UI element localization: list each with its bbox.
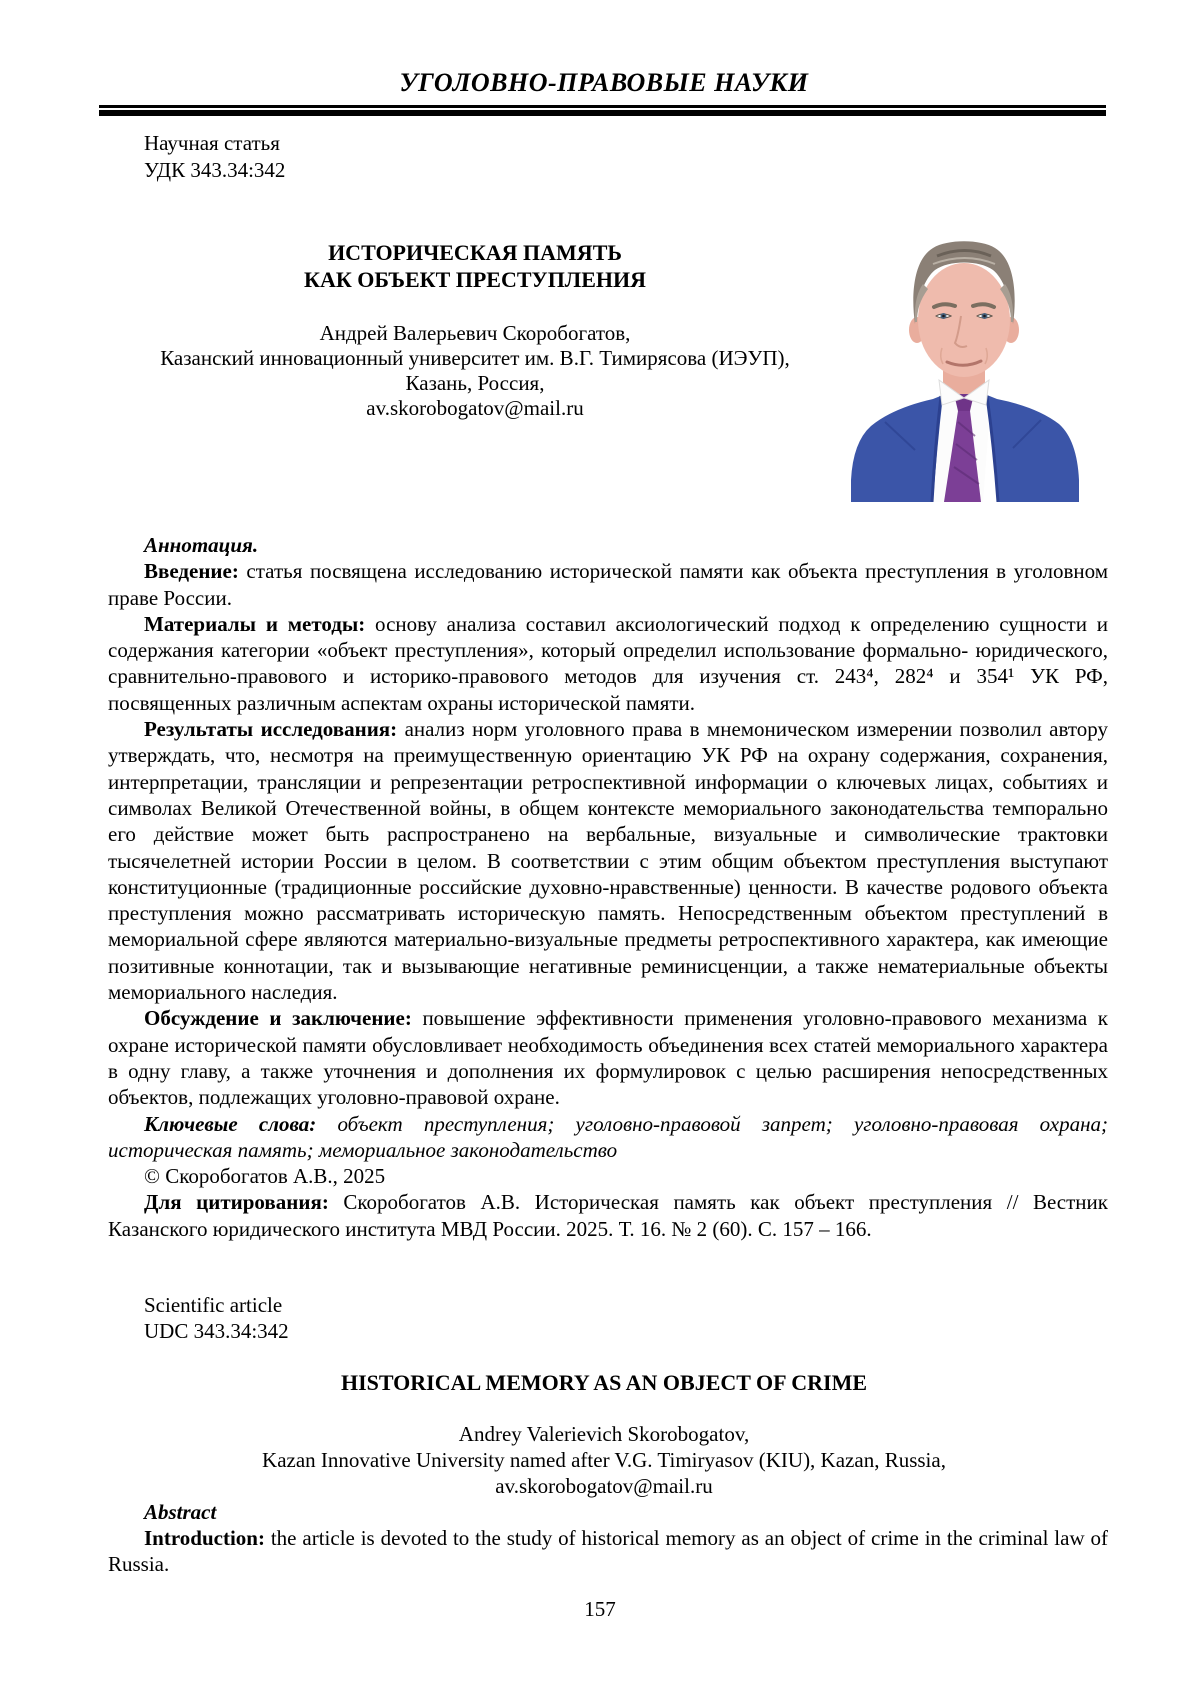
article-title-ru bbox=[100, 239, 850, 293]
article-meta-en bbox=[144, 1292, 289, 1344]
abstract-ru bbox=[108, 532, 1108, 1242]
paragraph-label: Introduction: bbox=[144, 1526, 265, 1550]
abstract-paragraph-results bbox=[108, 716, 1108, 1005]
udc-code-en: UDC 343.34:342 bbox=[144, 1319, 289, 1343]
abstract-en-paragraph-introduction bbox=[108, 1525, 1108, 1577]
abstract-heading-en: Abstract bbox=[144, 1500, 217, 1524]
abstract-en bbox=[108, 1499, 1108, 1577]
article-meta-ru bbox=[144, 130, 285, 184]
paragraph-label: Материалы и методы: bbox=[144, 611, 366, 636]
udc-code-ru: УДК 343.34:342 bbox=[144, 158, 286, 182]
abstract-paragraph-introduction bbox=[108, 558, 1108, 611]
portrait-photo-graphic bbox=[845, 212, 1085, 502]
author-name-ru: Андрей Валерьевич Скоробогатов, bbox=[319, 321, 631, 345]
article-type-ru: Научная статья bbox=[144, 131, 280, 155]
paragraph-text: статья посвящена исследованию исторической памяти как объекта преступления в уголовном праве России. bbox=[108, 559, 1108, 610]
article-title-ru-line1: ИСТОРИЧЕСКАЯ ПАМЯТЬ bbox=[328, 240, 622, 265]
paragraph-text: повышение эффективности применения уголовно-правового механизма к охране исторической памяти обусловливает необходимость объединения всех статей мемориального характера в одну главу, а также уточнения и дополнения их формулировок с целью расширения непосредственных объектов, подлежащих уголовно-правовой охране. bbox=[108, 1006, 1108, 1110]
author-email-ru: av.skorobogatov@mail.ru bbox=[366, 396, 584, 420]
author-block-en bbox=[100, 1421, 1108, 1499]
abstract-paragraph-materials bbox=[108, 611, 1108, 716]
paragraph-text: the article is devoted to the study of historical memory as an object of crime in the criminal law of Russia. bbox=[108, 1526, 1108, 1576]
abstract-paragraph-discussion bbox=[108, 1005, 1108, 1110]
paragraph-text: основу анализа составил аксиологический подход к определению сущности и содержания категории «объект преступления», который определил использование формально- юридического, сравнительно-правового и историко-правового методов для изучения ст. 243⁴, 282⁴ и 354¹ УК РФ, посвященных различным аспектам охраны исторической памяти. bbox=[108, 611, 1108, 715]
copyright-line: © Скоробогатов А.В., 2025 bbox=[144, 1164, 386, 1189]
author-name-en: Andrey Valerievich Skorobogatov, bbox=[458, 1422, 750, 1446]
rule-thick-line bbox=[99, 110, 1106, 116]
section-header: УГОЛОВНО-ПРАВОВЫЕ НАУКИ bbox=[399, 68, 809, 97]
article-title-ru-line2: КАК ОБЪЕКТ ПРЕСТУПЛЕНИЯ bbox=[304, 267, 646, 292]
citation-label: Для цитирования: bbox=[144, 1190, 329, 1215]
paragraph-label: Введение: bbox=[144, 559, 239, 584]
article-title-en: HISTORICAL MEMORY AS AN OBJECT OF CRIME bbox=[340, 1370, 868, 1395]
citation-paragraph bbox=[108, 1189, 1108, 1242]
keywords-text: объект преступления; уголовно-правовой запрет; уголовно-правовая охрана; историческая память; мемориальное законодательство bbox=[108, 1111, 1108, 1162]
author-email-en: av.skorobogatov@mail.ru bbox=[495, 1474, 713, 1498]
author-affiliation-ru: Казанский инновационный университет им. В.Г. Тимирясова (ИЭУП), bbox=[160, 346, 790, 370]
citation-text: Скоробогатов А.В. Историческая память как объект преступления // Вестник Казанского юридического института МВД России. 2025. Т. 16. № 2 (60). С. 157 – 166. bbox=[108, 1190, 1108, 1241]
keywords-label: Ключевые слова: bbox=[144, 1111, 317, 1136]
paragraph-label: Обсуждение и заключение: bbox=[144, 1006, 412, 1031]
paragraph-label: Результаты исследования: bbox=[144, 717, 398, 742]
paragraph-text: анализ норм уголовного права в мнемоническом измерении позволил автору утверждать, что, несмотря на преимущественную ориентацию УК РФ на охрану содержания, сохранения, интерпретации, трансляции и репрезентации ретроспективной информации о ключевых лицах, событиях и символах Великой Отечественной войны, в общем контексте мемориального законодательства темпорально его действие может быть распространено на вербальные, визуальные и символические трактовки тысячелетней истории России в целом. В соответствии с этим общим объектом преступления выступают конституционные (традиционные российские духовно-нравственные) ценности. В качестве родового объекта преступления можно рассматривать историческую память. Непосредственным объектом преступлений в мемориальной сфере являются материально-визуальные предметы ретроспективного характера, как имеющие позитивные коннотации, так и вызывающие негативные реминисценции, а также нематериальные объекты мемориального наследия. bbox=[108, 717, 1108, 1005]
keywords-paragraph bbox=[108, 1111, 1108, 1164]
author-affiliation-en: Kazan Innovative University named after V.G. Timiryasov (KIU), Kazan, Russia, bbox=[262, 1448, 946, 1472]
article-type-en: Scientific article bbox=[144, 1293, 283, 1317]
header-double-rule bbox=[99, 105, 1106, 116]
abstract-heading-ru: Аннотация. bbox=[144, 533, 259, 557]
author-photo bbox=[845, 212, 1085, 502]
author-block-ru bbox=[100, 321, 850, 421]
page-number: 157 bbox=[584, 1597, 616, 1621]
author-location-ru: Казань, Россия, bbox=[405, 371, 545, 395]
